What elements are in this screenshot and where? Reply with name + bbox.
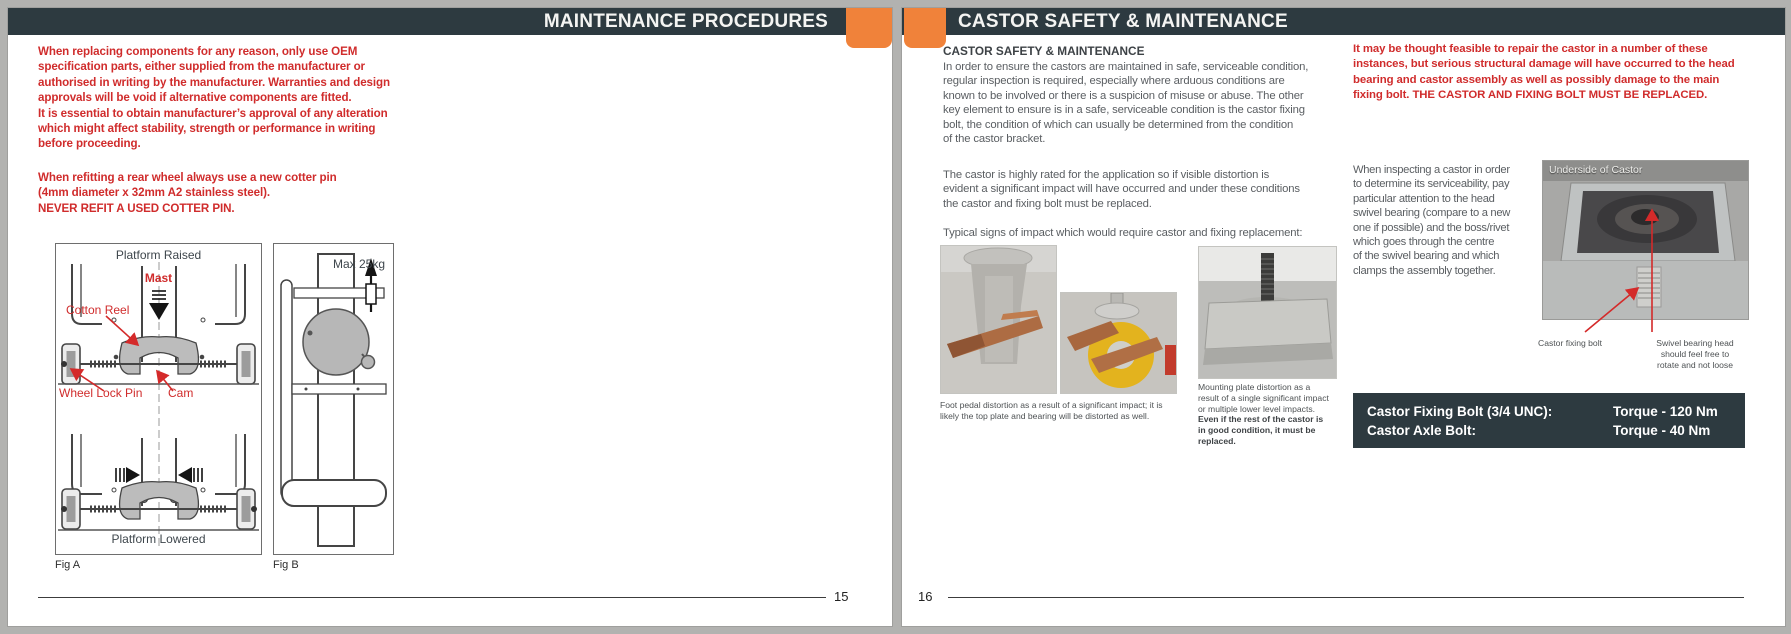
page-left [8,8,892,626]
fixing-bolt-arrow-icon [1585,288,1638,332]
underside-photo-label: Underside of Castor [1549,164,1643,176]
fixing-bolt-caption: Castor fixing bolt [1538,338,1603,348]
fig-b-drawing [274,244,393,554]
left-header-orange-tab [846,8,892,48]
squeeze-arrow-right-icon [178,467,192,483]
left-footer-rule [38,597,826,598]
torque-label: Castor Fixing Bolt (3/4 UNC): [1367,404,1553,419]
wheel-lock-pin-label: Wheel Lock Pin [59,386,143,400]
mounting-plate-caption [1198,382,1348,447]
mast-down-arrow-icon [149,303,169,320]
fig-b-diagram [273,243,394,555]
right-footer-rule [948,597,1744,598]
right-page-number: 16 [918,589,933,604]
max-load-label: Max 25kg [332,257,385,271]
photo-foot-pedal-distortion [940,245,1057,394]
foot-pedal-caption: Foot pedal distortion as a result of a significant impact; it is likely the top plate and bearing will be distorted as well. [940,400,1163,421]
fig-a-diagram [55,243,262,555]
oem-warning-text: When replacing components for any reason, only use OEM specification parts, either supplied from the manufacturer or authorised in writing by the manufacturer. Warranties and design approvals will be void if alternative components are fitted. It is essential to obtain manufacturer’s approval of any alteration which might affect stability, strength or performance in writing before proceeding. [38,45,390,151]
mast-label: Mast [144,271,173,285]
torque-row-fixing-bolt [1353,402,1745,421]
cotton-reel-arrow-icon [106,316,138,345]
torque-row-axle-bolt [1353,421,1745,440]
torque-value: Torque - 40 Nm [1613,423,1711,438]
mounting-plate-caption-normal: Mounting plate distortion as a result of a single significant impact or multiple lower level impacts. [1198,382,1329,414]
swivel-bearing-caption: Swivel bearing head should feel free to rotate and not loose [1656,338,1734,370]
castor-rating-paragraph: The castor is highly rated for the application so if visible distortion is evident a significant impact will have occurred and under these conditions the castor and fixing bolt must be replaced. [943,169,1300,210]
right-page-header-title: CASTOR SAFETY & MAINTENANCE [958,11,1288,32]
inspection-paragraph: When inspecting a castor in order to determine its serviceability, pay particular attention to the head swivel bearing (compare to a new one if possible) and the boss/rivet which goes through the centre of the swivel bearing and which clamps the assembly together. [1353,164,1511,277]
cam-label: Cam [168,386,194,400]
typical-signs-line: Typical signs of impact which would require castor and fixing replacement: [943,227,1303,239]
right-page-header [902,8,1785,35]
cotton-reel-label: Cotton Reel [66,303,130,317]
right-header-orange-tab [904,8,946,48]
cotton-reel-disc [303,309,369,375]
repair-warning-text: It may be thought feasible to repair the castor in a number of these instances, but serious structural damage will have occurred to the head bearing and castor assembly as well as possibly damage to the main fixing bolt. THE CASTOR AND FIXING BOLT MUST BE REPLACED. [1353,43,1735,102]
underside-annotation-arrows [1532,198,1702,343]
left-page-number: 15 [834,589,849,604]
fig-a-caption: Fig A [55,559,81,571]
squeeze-arrow-left-icon [126,467,140,483]
castor-maintenance-paragraph: In order to ensure the castors are maintained in safe, serviceable condition, regular inspection is required, especially where arduous conditions are known to be involved or there is a suspicion of misuse or abuse. The other key element to ensure is in a safe, serviceable condition is the castor fixing bolt, the condition of which can usually be determined from the condition of the castor bracket. [943,61,1309,146]
torque-table [1353,393,1745,448]
left-page-header [8,8,892,35]
left-page-header-title: MAINTENANCE PROCEDURES [543,11,828,32]
torque-value: Torque - 120 Nm [1613,404,1718,419]
platform-raised-label: Platform Raised [115,248,202,262]
torque-label: Castor Axle Bolt: [1367,423,1477,438]
cotter-pin-warning-text: When refitting a rear wheel always use a new cotter pin (4mm diameter x 32mm A2 stainless steel). NEVER REFIT A USED COTTER PIN. [38,171,337,215]
photo-castor-wheel-distortion [1060,292,1177,394]
section-heading: CASTOR SAFETY & MAINTENANCE [943,44,1145,58]
mounting-plate-caption-bold: Even if the rest of the castor is in good condition, it must be replaced. [1198,414,1324,446]
page-right [902,8,1785,626]
fig-b-caption: Fig B [273,559,299,571]
photo-mounting-plate-distortion [1198,246,1337,379]
platform-lowered-label: Platform Lowered [111,532,206,546]
